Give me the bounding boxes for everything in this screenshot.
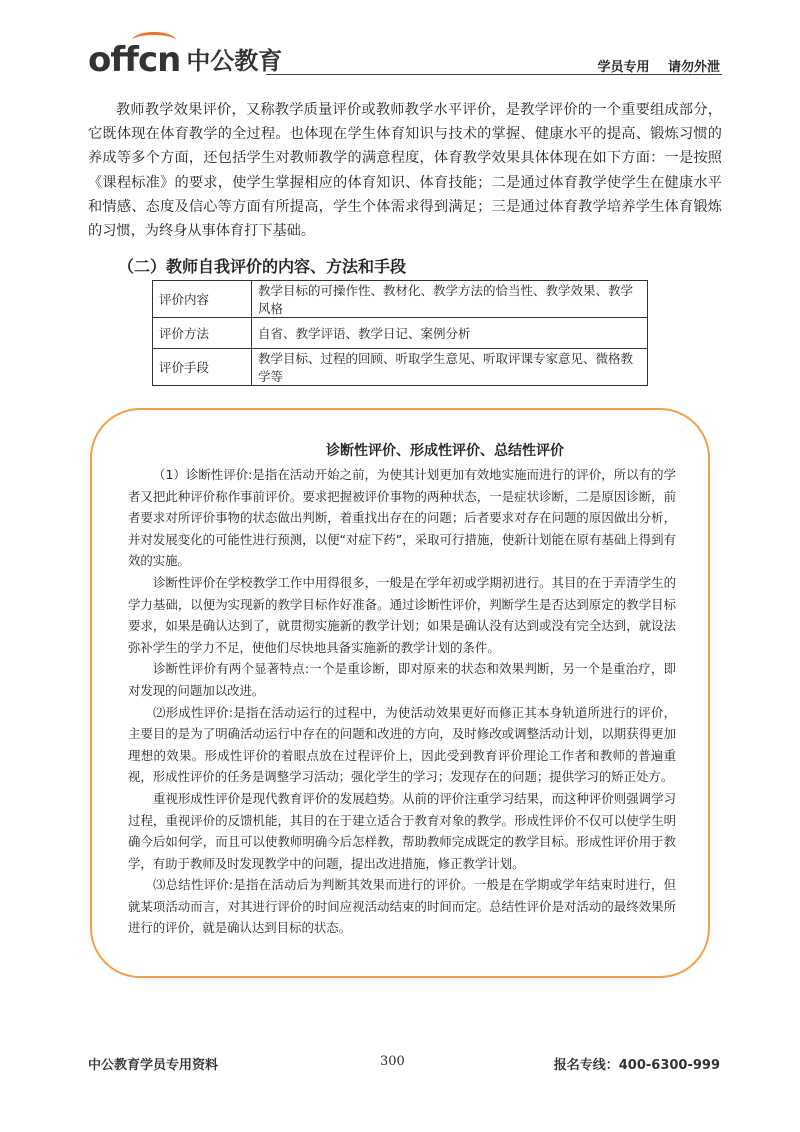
table-row	[153, 349, 648, 386]
box-paragraph: ⑶总结性评价:是指在活动后为判断其效果而进行的评价。一般是在学期或学年结束时进行，但就某项活动而言，对其进行评价的时间应视活动结束的时间而定。总结性评价是对活动的最终效果所进行的评价，就是确认达到目标的状态。	[128, 877, 676, 936]
evaluation-types-box	[90, 408, 710, 978]
logo-wordmark: offcn	[88, 40, 181, 80]
page-header	[88, 34, 722, 80]
box-body	[128, 464, 676, 939]
table-value: 教学目标、过程的回顾、听取学生意见、听取评课专家意见、微格教学等	[252, 349, 648, 386]
offcn-logo	[88, 38, 282, 78]
header-notice	[583, 56, 720, 75]
table-key: 评价手段	[153, 349, 252, 386]
box-title: 诊断性评价、形成性评价、总结性评价	[326, 443, 564, 459]
table-value: 教学目标的可操作性、教材化、教学方法的恰当性、教学效果、教学风格	[252, 281, 648, 318]
logo-arc-icon	[132, 32, 176, 49]
box-paragraph: 诊断性评价在学校教学工作中用得很多，一般是在学年初或学期初进行。其目的在于弄清学生的学力基础，以便为实现新的教学目标作好准备。通过诊断性评价，判断学生是否达到原定的教学目标要求，如果是确认达到了，就贯彻实施新的教学计划；如果是确认没有达到或没有完全达到，就设法弥补学生的学力不足，使他们尽快地具备实施新的教学计划的条件。	[128, 574, 676, 655]
table-key: 评价方法	[153, 318, 252, 349]
header-tag-students-only: 学员专用	[597, 60, 650, 75]
header-tag-no-distribution: 请勿外泄	[667, 60, 720, 75]
header-rule	[266, 74, 722, 75]
footer-hotline: 报名专线：400-6300-999	[553, 1058, 720, 1073]
table-row	[153, 318, 648, 349]
section-title: （二）教师自我评价的内容、方法和手段	[118, 257, 407, 276]
intro-paragraph: 教师教学效果评价，又称教学质量评价或教师教学水平评价，是教学评价的一个重要组成部分，它既体现在体育教学的全过程。也体现在学生体育知识与技术的掌握、健康水平的提高、锻炼习惯的养成等多个方面，还包括学生对教师教学的满意程度，体育教学效果具体体现在如下方面：一是按照《课程标准》的要求，使学生掌握相应的体育知识、体育技能；二是通过体育教学使学生在健康水平和情感、态度及信心等方面有所提高，学生个体需求得到满足；三是通过体育教学培养学生体育锻炼的习惯，为终身从事体育打下基础。	[88, 102, 722, 240]
page-number: 300	[380, 1054, 405, 1069]
footer-source: 中公教育学员专用资料	[88, 1058, 219, 1073]
self-evaluation-table	[152, 280, 648, 386]
box-paragraph: 诊断性评价有两个显著特点:一个是重诊断，即对原来的状态和效果判断，另一个是重治疗，即对发现的问题加以改进。	[128, 661, 676, 698]
table-key: 评价内容	[153, 281, 252, 318]
box-paragraph: 重视形成性评价是现代教育评价的发展趋势。从前的评价注重学习结果，而这种评价则强调学习过程，重视评价的反馈机能，其目的在于建立适合于教育对象的教学。形成性评价不仅可以使学生明确今后如何学，而且可以使教师明确今后怎样教，帮助教师完成既定的教学目标。形成性评价用于教学，有助于教师及时发现教学中的问题，提出改进措施，修正教学计划。	[128, 790, 676, 871]
table-value: 自省、教学评语、教学日记、案例分析	[252, 318, 648, 349]
box-paragraph: ⑵形成性评价:是指在活动运行的过程中，为使活动效果更好而修正其本身轨道所进行的评价，主要目的是为了明确活动运行中存在的问题和改进的方向，及时修改或调整活动计划，以期获得更加理想的效果。形成性评价的着眼点放在过程评价上，因此受到教育评价理论工作者和教师的普遍重视，形成性评价的任务是调整学习活动；强化学生的学习；发现存在的问题；提供学习的矫正处方。	[128, 704, 676, 785]
box-paragraph: （1）诊断性评价:是指在活动开始之前，为使其计划更加有效地实施而进行的评价，所以有的学者又把此种评价称作事前评价。要求把握被评价事物的两种状态，一是症状诊断，二是原因诊断，前者要求对所评价事物的状态做出判断，着重找出存在的问题；后者要求对存在问题的原因做出分析，并对发展变化的可能性进行预测，以便“对症下药”，采取可行措施，使新计划能在原有基础上得到有效的实施。	[128, 467, 676, 569]
logo-chinese-name: 中公教育	[186, 47, 283, 75]
table-row	[153, 281, 648, 318]
